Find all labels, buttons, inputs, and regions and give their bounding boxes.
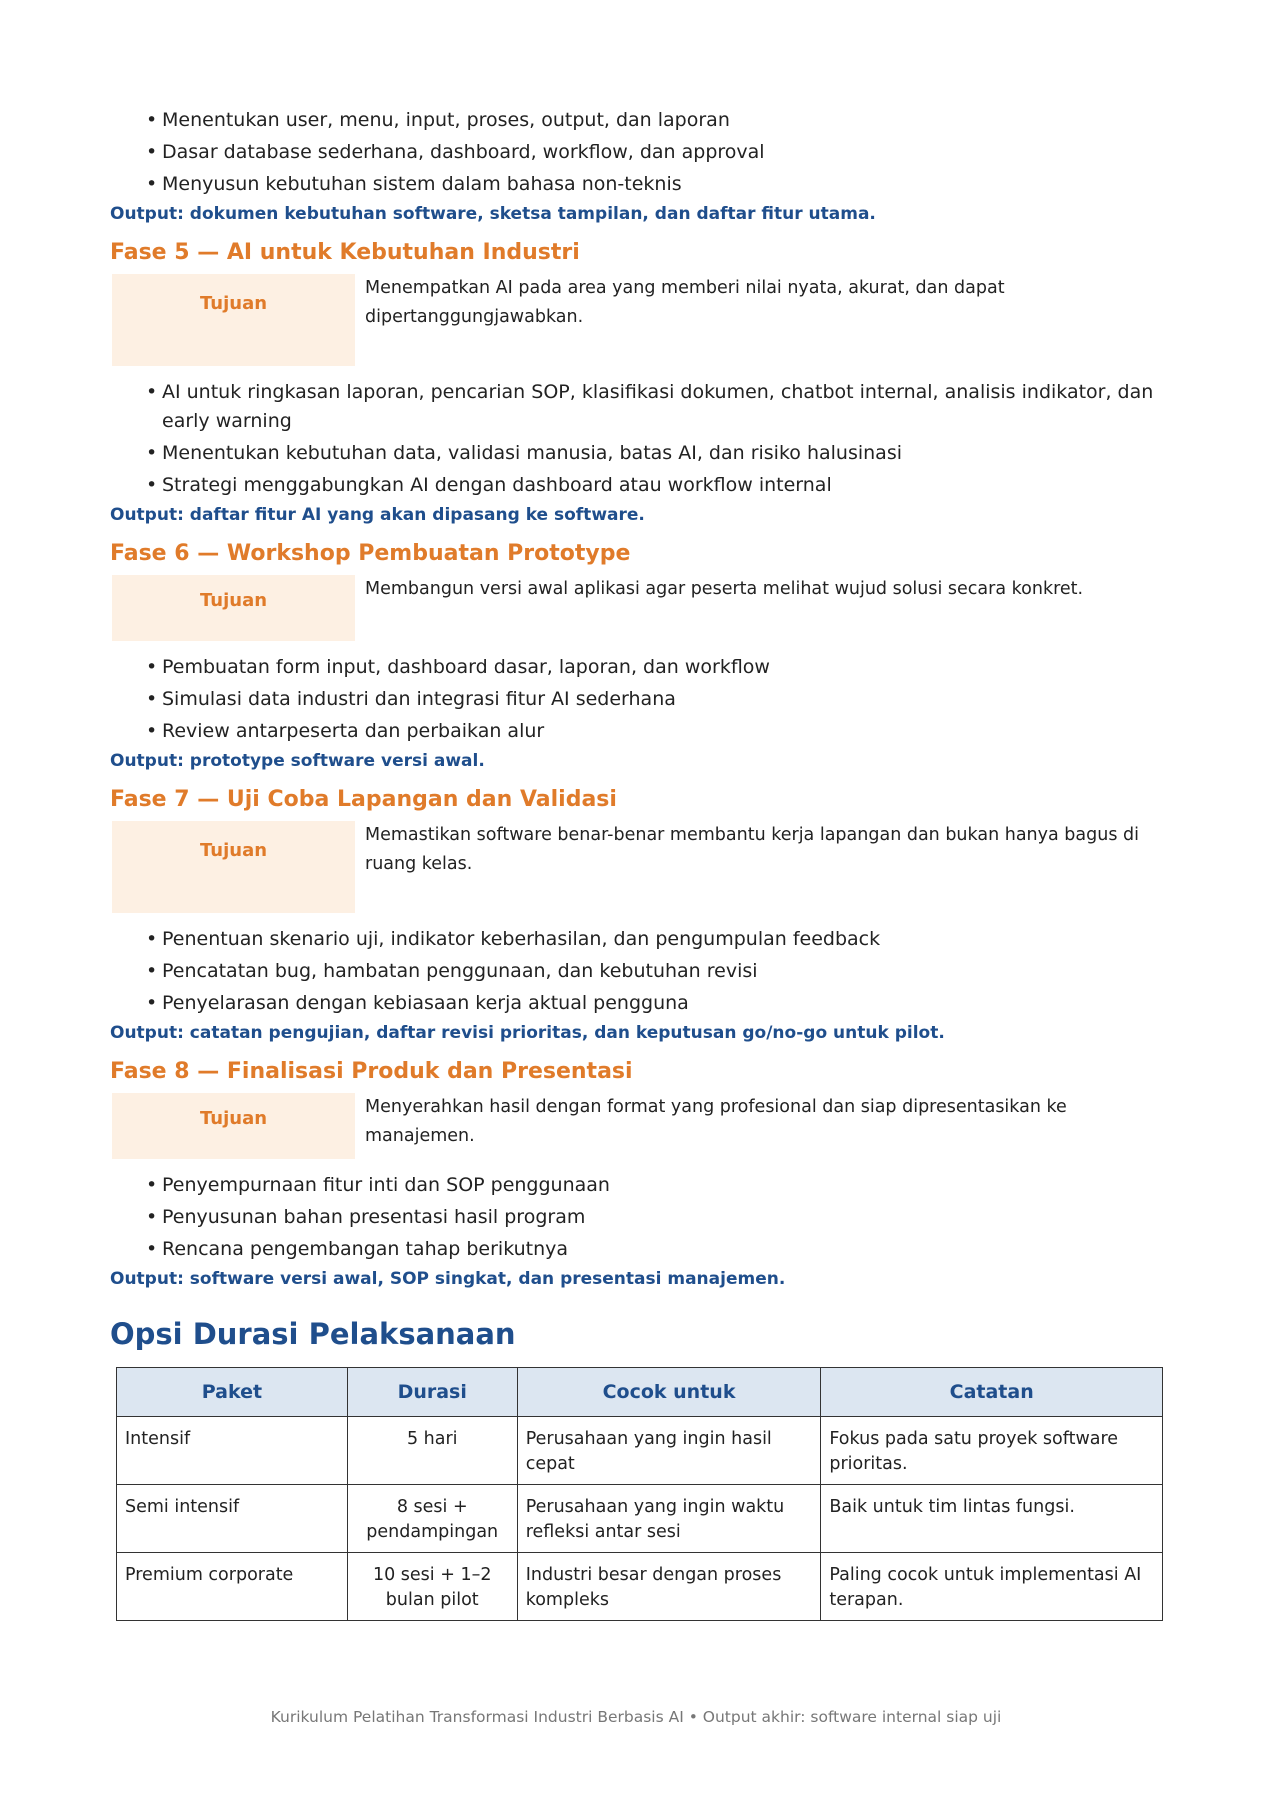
list-item: • Menentukan kebutuhan data, validasi manusia, batas AI, dan risiko halusinasi (146, 439, 1170, 468)
phase-7-title: Fase 7 — Uji Coba Lapangan dan Validasi (110, 787, 617, 812)
phase-6-goal (112, 575, 1170, 641)
list-item: • AI untuk ringkasan laporan, pencarian SOP, klasifikasi dokumen, chatbot internal, analisis indikator, dan early warning (146, 378, 1170, 436)
column-header: Durasi (347, 1368, 517, 1417)
phase-8-bullets (110, 1171, 1170, 1264)
table-cell: Perusahaan yang ingin hasil cepat (517, 1417, 821, 1485)
table-cell: 10 sesi + 1–2 bulan pilot (347, 1553, 517, 1621)
table-cell: Intensif (117, 1417, 348, 1485)
list-item: • Penyempurnaan fitur inti dan SOP penggunaan (146, 1171, 1170, 1200)
table-row (117, 1553, 1163, 1621)
goal-text: Membangun versi awal aplikasi agar peserta melihat wujud solusi secara konkret. (365, 579, 1084, 599)
table-cell: 8 sesi + pendampingan (347, 1485, 517, 1553)
list-item: • Dasar database sederhana, dashboard, workflow, dan approval (146, 138, 1170, 167)
table-cell: Perusahaan yang ingin waktu refleksi antar sesi (517, 1485, 821, 1553)
list-item: • Menyusun kebutuhan sistem dalam bahasa non-teknis (146, 170, 1170, 199)
goal-label: Tujuan (112, 1093, 355, 1159)
table-cell: 5 hari (347, 1417, 517, 1485)
page-footer: Kurikulum Pelatihan Transformasi Industri Berbasis AI • Output akhir: software internal siap uji (270, 1708, 1002, 1726)
list-item: • Rencana pengembangan tahap berikutnya (146, 1235, 1170, 1264)
goal-label: Tujuan (112, 575, 355, 641)
phase-6-bullets (110, 653, 1170, 746)
intro-output: Output: dokumen kebutuhan software, sketsa tampilan, dan daftar fitur utama. (110, 204, 876, 224)
goal-text: Menyerahkan hasil dengan format yang profesional dan siap dipresentasikan ke manajemen. (365, 1097, 1067, 1146)
phase-8-output: Output: software versi awal, SOP singkat, dan presentasi manajemen. (110, 1269, 786, 1289)
list-item: • Pencatatan bug, hambatan penggunaan, dan kebutuhan revisi (146, 957, 1170, 986)
column-header: Catatan (821, 1368, 1163, 1417)
list-item: • Pembuatan form input, dashboard dasar, laporan, dan workflow (146, 653, 1170, 682)
list-item: • Penyusunan bahan presentasi hasil program (146, 1203, 1170, 1232)
table-cell: Paling cocok untuk implementasi AI terapan. (821, 1553, 1163, 1621)
phase-7-output: Output: catatan pengujian, daftar revisi prioritas, dan keputusan go/no-go untuk pilot. (110, 1023, 945, 1043)
table-cell: Premium corporate (117, 1553, 348, 1621)
goal-text: Menempatkan AI pada area yang memberi nilai nyata, akurat, dan dapat dipertanggungjawabkan. (365, 278, 1005, 327)
table-row (117, 1485, 1163, 1553)
list-item: • Simulasi data industri dan integrasi fitur AI sederhana (146, 685, 1170, 714)
list-item: • Penentuan skenario uji, indikator keberhasilan, dan pengumpulan feedback (146, 925, 1170, 954)
phase-5-bullets (110, 378, 1170, 500)
column-header: Cocok untuk (517, 1368, 821, 1417)
phase-5-goal (112, 274, 1170, 366)
table-cell: Semi intensif (117, 1485, 348, 1553)
table-header-row (117, 1368, 1163, 1417)
phase-8-goal (112, 1093, 1170, 1159)
list-item: • Review antarpeserta dan perbaikan alur (146, 717, 1170, 746)
phase-6-title: Fase 6 — Workshop Pembuatan Prototype (110, 541, 631, 566)
phase-5-output: Output: daftar fitur AI yang akan dipasang ke software. (110, 505, 645, 525)
phase-6-output: Output: prototype software versi awal. (110, 751, 485, 771)
list-item: • Strategi menggabungkan AI dengan dashboard atau workflow internal (146, 471, 1170, 500)
document-page (110, 104, 1170, 1621)
phase-8-title: Fase 8 — Finalisasi Produk dan Presentasi (110, 1059, 633, 1084)
phase-7-goal (112, 821, 1170, 913)
duration-section-title: Opsi Durasi Pelaksanaan (110, 1317, 516, 1351)
table-cell: Baik untuk tim lintas fungsi. (821, 1485, 1163, 1553)
goal-text: Memastikan software benar-benar membantu kerja lapangan dan bukan hanya bagus di ruang kelas. (365, 825, 1139, 874)
duration-table (116, 1367, 1163, 1621)
phase-5-title: Fase 5 — AI untuk Kebutuhan Industri (110, 240, 580, 265)
intro-bullet-list (110, 106, 1170, 199)
goal-label: Tujuan (112, 274, 355, 366)
list-item: • Menentukan user, menu, input, proses, output, dan laporan (146, 106, 1170, 135)
goal-label: Tujuan (112, 821, 355, 913)
phase-7-bullets (110, 925, 1170, 1018)
table-cell: Fokus pada satu proyek software prioritas. (821, 1417, 1163, 1485)
table-cell: Industri besar dengan proses kompleks (517, 1553, 821, 1621)
table-row (117, 1417, 1163, 1485)
list-item: • Penyelarasan dengan kebiasaan kerja aktual pengguna (146, 989, 1170, 1018)
column-header: Paket (117, 1368, 348, 1417)
